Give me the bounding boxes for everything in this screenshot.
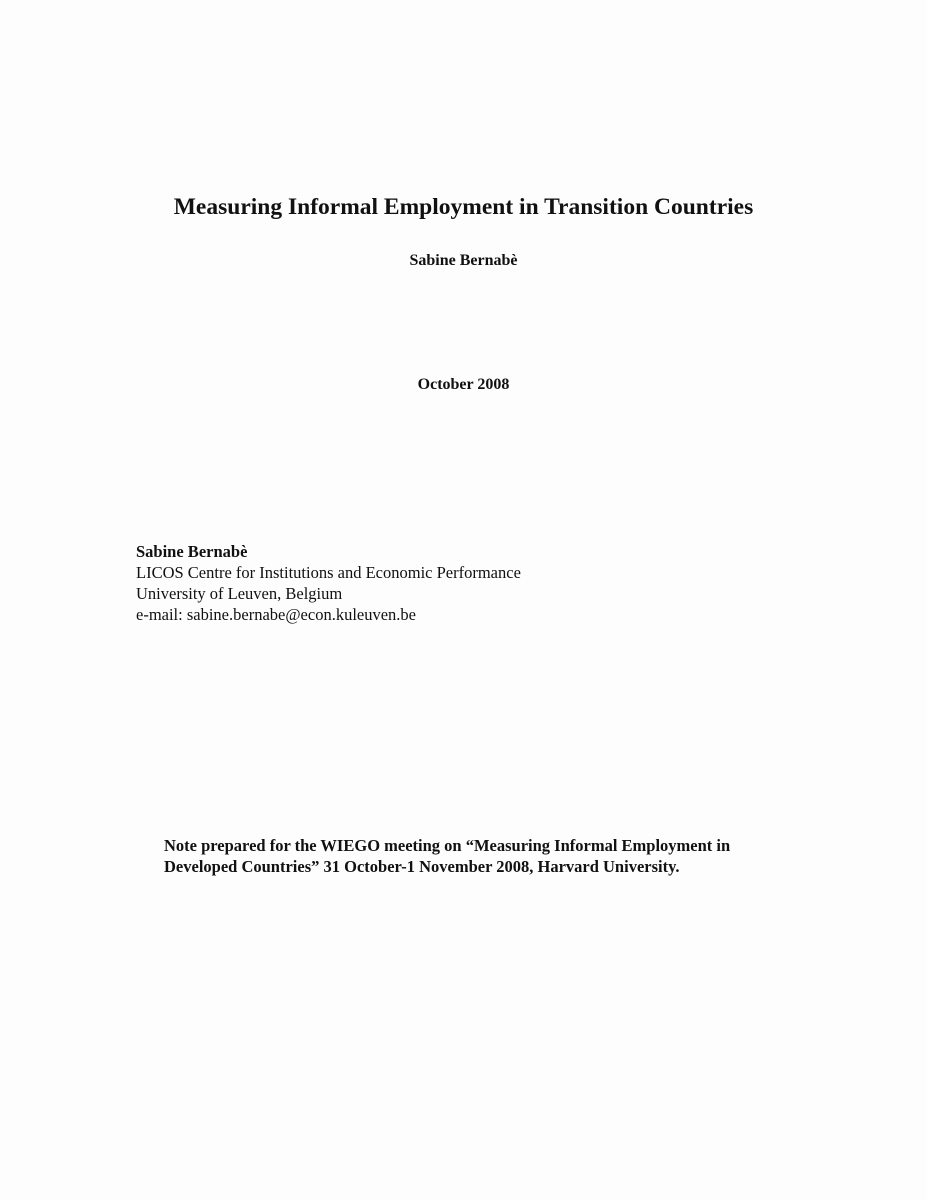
affiliation-institute: LICOS Centre for Institutions and Economic Performance (136, 563, 521, 582)
meeting-note-line-1: Note prepared for the WIEGO meeting on “Measuring Informal Employment in (164, 836, 731, 855)
publication-date: October 2008 (417, 376, 510, 393)
meeting-note (164, 835, 824, 877)
affiliation-university: University of Leuven, Belgium (136, 584, 343, 603)
author-name: Sabine Bernabè (409, 252, 518, 269)
meeting-note-line-2: Developed Countries” 31 October-1 November 2008, Harvard University. (164, 857, 680, 876)
affiliation-author-name: Sabine Bernabè (136, 542, 248, 561)
author-affiliation-block (136, 541, 521, 625)
affiliation-email: e-mail: sabine.bernabe@econ.kuleuven.be (136, 605, 416, 624)
paper-title: Measuring Informal Employment in Transition Countries (173, 194, 754, 220)
